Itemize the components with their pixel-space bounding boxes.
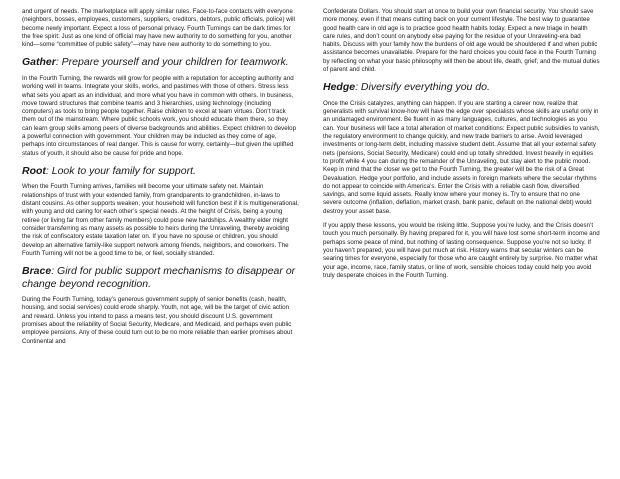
heading-gather-keyword: Gather xyxy=(22,56,56,69)
paragraph-financial-security: Confederate Dollars. You should start at once to build your own financial security. You should save more money, even if that means cutting back on your current lifestyle. The best way to guarantee good health care in old age is to practice good health habits today. Expect a new triage in health care rules, and don’t count on anybody else paying for the residue of your Unraveling-era bad habits. Discuss with your family how the burdens of old age would be shouldered if and when public assistance becomes unavailable. Prepare for the hard choices you could face in the Fourth Turning by reflecting on what your basic philosophy will then be about life, death, grief, and the mutual duties of parent and child. xyxy=(323,8,600,74)
heading-hedge xyxy=(323,81,600,94)
heading-root-keyword: Root xyxy=(22,164,46,177)
paragraph-privacy: and urgent of needs. The marketplace will apply similar rules. Face-to-face contacts with everyone (neighbors, bosses, employees, customers, suppliers, creditors, debtors, public officials, police) will become newly important. Expect a loss of personal privacy. Fourth Turnings can be dark times for the free spirit: Just as one kind of official may have new authority to do something for you, another kind—some “committee of public safety”—may have new authority to do something to you. xyxy=(22,8,295,49)
heading-gather xyxy=(22,56,299,69)
paragraph-family: When the Fourth Turning arrives, families will become your ultimate safety net. Maintain relationships of trust with your extended family, from grandparents to grandchildren, in-laws to distant cousins. As other supports weaken, your household will function best if it is multigenerational, with young and old caring for each other’s special needs. At the height of Crisis, being a young retiree (or living far from other family members) could pose new hardships. A wealthy elder might consider transferring as many assets as possible to heirs during the Unraveling, thereby avoiding the risk of confiscatory estate taxation later on. If you have no spouse or children, you should develop an alternative family-like support network among friends, neighbors, and coworkers. The Fourth Turning will not be a good time to be, or feel, socially stranded. xyxy=(22,183,299,257)
heading-gather-text: : Prepare yourself and your children for teamwork. xyxy=(55,56,289,69)
paragraph-teamwork: In the Fourth Turning, the rewards will grow for people with a reputation for accepting authority and working well in teams. Integrate your skills, works, and pastimes with those of others. Stress less what sets you apart as an individual, and more what you have in common with others. In business, move toward structures that combine teams and 3 hierarchies, using technology (including computers) as tools to bring people together. Raise children to excel at team virtues. Don’t track them out of the mainstream. Where public schools work, you should educate them there, so they can learn group skills among peers of diverse backgrounds and abilities. Expect children to develop a powerful connection with government. Your children may be inducted as they come of age, perhaps into circumstances of real danger. This is cause for worry, certainly—but given the uplifted status of youth, it should also be cause for pride and hope. xyxy=(22,74,297,157)
right-column xyxy=(323,8,600,479)
paragraph-conclusion: If you apply these lessons, you would be risking little. Suppose you’re lucky, and the Crisis doesn’t touch you much personally. By having prepared for it, you will have lost some short-term income and perhaps some peace of mind, but nothing of lasting consequence. Suppose you’re not so lucky. If you haven’t prepared, you will have put much at risk. History warns that secular winters can be searing times for everyone, especially for those who are caught entirely by surprise. No matter what your age, income, race, family status, or line of work, sensible choices today could help you avoid truly desperate choices in the Fourth Turning. xyxy=(323,222,600,279)
left-column xyxy=(22,8,299,479)
heading-root xyxy=(22,165,299,178)
paragraph-diversify: Once the Crisis catalyzes, anything can happen. If you are starting a career now, realize that generalists with survival know-how will have the edge over specialists whose skills are useful only in an undamaged environment. Be fluent in as many languages, cultures, and technologies as you can. Your business will face a total alteration of market conditions: Expect public subsidies to vanish, the regulatory environment to change quickly, and new trade barriers to arise. Avoid leveraged investments or long-term debt, including massive student debt. Assume that all your external safety nets (pensions, Social Security, Medicare) could end up totally shredded. Invest heavily in equities to profit while 4 you can during the remainder of the Unraveling, but stay alert to the public mood. Keep in mind that the closer we get to the Fourth Turning, the greater will be the risk of a Great Devaluation. Hedge your portfolio, and include assets in foreign markets where the secular rhythms do not appear to coincide with America’s. Enter the Crisis with a reliable cash flow, diversified savings, and some liquid assets. Really know where your money is. Try to ensure that no one severe outcome (inflation, deflation, market crash, bank panic, default on the national debt) would destroy your asset base. xyxy=(323,99,600,215)
paragraph-public-support: During the Fourth Turning, today’s generous government supply of senior benefits (cash, health, housing, and social services) could erode sharply. Youth, not age, will be the target of civic action and reward. Unless you intend to pass a means test, you should discount U.S. government promises about the reliability of Social Security, Medicare, and Medicaid, and perhaps even public employee pensions. Any of these could turn out to be no more reliable than earlier promises about Continental and xyxy=(22,296,293,345)
heading-brace-keyword: Brace xyxy=(22,265,52,278)
heading-hedge-keyword: Hedge xyxy=(323,81,356,94)
heading-hedge-text: : Diversify everything you do. xyxy=(355,81,490,94)
heading-brace xyxy=(22,265,299,290)
heading-brace-text: : Gird for public support mechanisms to disappear or change beyond recognition. xyxy=(22,265,296,290)
heading-root-text: : Look to your family for support. xyxy=(45,164,196,177)
